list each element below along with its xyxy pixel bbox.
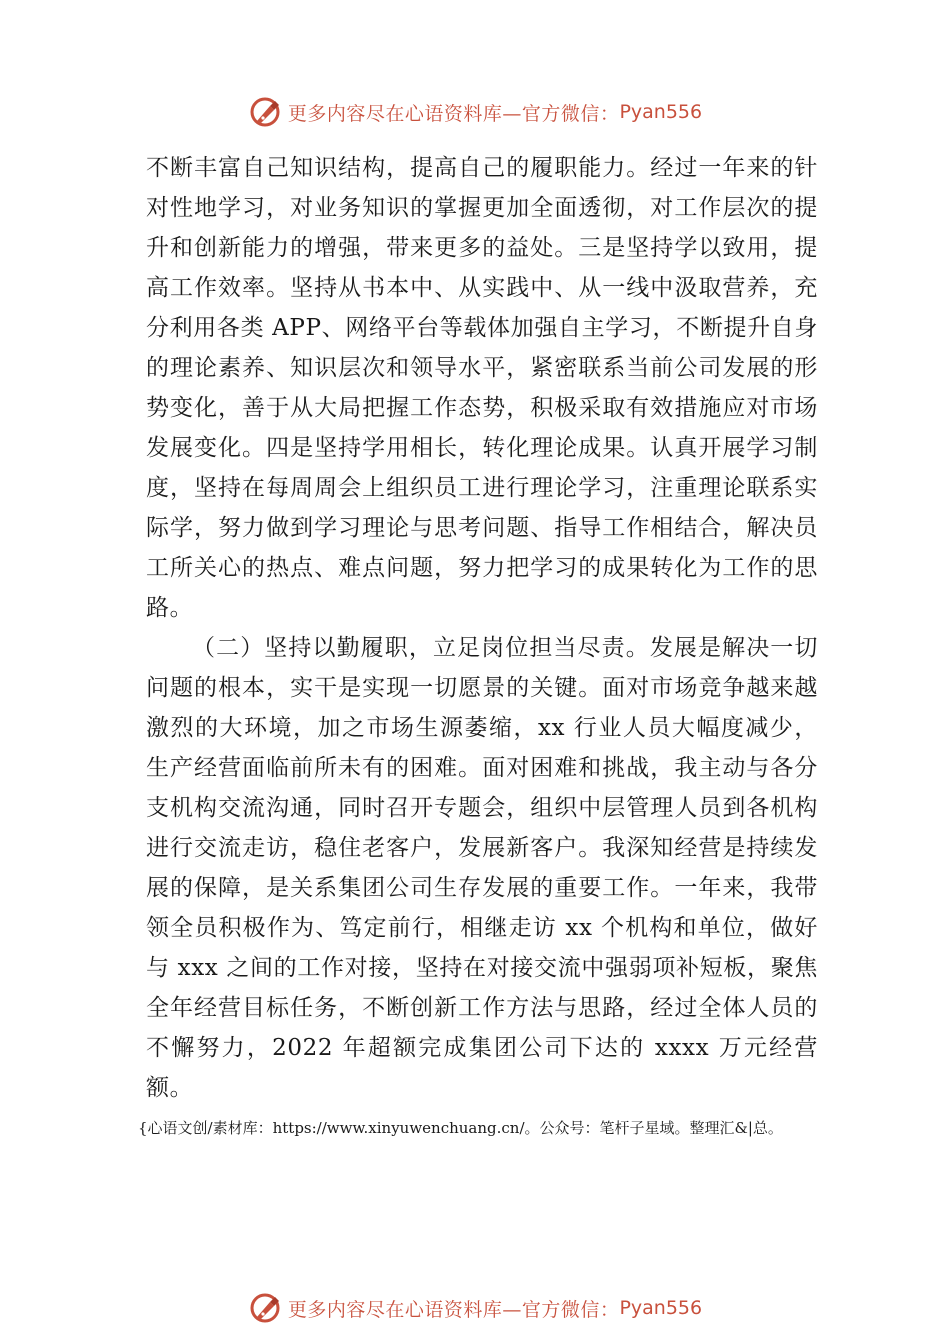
banner-wechat-id: Pyan556 (619, 1297, 703, 1319)
banner-wechat-label: 官方微信： (521, 1298, 620, 1321)
body-paragraph-2: （二）坚持以勤履职，立足岗位担当尽责。发展是解决一切问题的根本，实干是实现一切愿景的关键。面对市场竞争越来越激烈的大环境，加之市场生源萎缩，xx 行业人员大幅度减少，生产经营面临前所未有的困难。面对困难和挑战，我主动与各分支机构交流沟通，同时召开专题会，组织中层管理人员到各机构进行交流走访，稳住老客户，发展新客户。我深知经营是持续发展的保障，是关系集团公司生存发展的重要工作。一年来，我带领全员积极作为、笃定前行，相继走访 xx 个机构和单位，做好与 xxx 之间的工作对接，坚持在对接交流中强弱项补短板，聚焦全年经营目标任务，不断创新工作方法与思路，经过全体人员的不懈努力，2022 年超额完成集团公司下达的 xxxx 万元经营额。 (146, 635, 818, 1101)
pen-nib-logo-icon (248, 1290, 284, 1326)
source-footnote: {心语文创/素材库：https://www.xinyuwenchuang.cn/。公众号：笔杆子星域。整理汇&|总。 (138, 1119, 783, 1137)
banner-brand-text: 更多内容尽在心语资料库— (287, 1298, 522, 1321)
banner-wechat-id: Pyan556 (619, 101, 703, 123)
banner-wechat-label: 官方微信： (521, 102, 620, 125)
footer-banner (0, 1288, 950, 1328)
banner-brand-text: 更多内容尽在心语资料库— (287, 102, 522, 125)
header-banner (0, 92, 950, 132)
document-body (146, 148, 818, 1108)
pen-nib-logo-icon (248, 94, 284, 130)
body-paragraph-1: 不断丰富自己知识结构，提高自己的履职能力。经过一年来的针对性地学习，对业务知识的掌握更加全面透彻，对工作层次的提升和创新能力的增强，带来更多的益处。三是坚持学以致用，提高工作效率。坚持从书本中、从实践中、从一线中汲取营养，充分利用各类 APP、网络平台等载体加强自主学习，不断提升自身的理论素养、知识层次和领导水平，紧密联系当前公司发展的形势变化，善于从大局把握工作态势，积极采取有效措施应对市场发展变化。四是坚持学用相长，转化理论成果。认真开展学习制度，坚持在每周周会上组织员工进行理论学习，注重理论联系实际学，努力做到学习理论与思考问题、指导工作相结合，解决员工所关心的热点、难点问题，努力把学习的成果转化为工作的思路。 (146, 155, 818, 621)
